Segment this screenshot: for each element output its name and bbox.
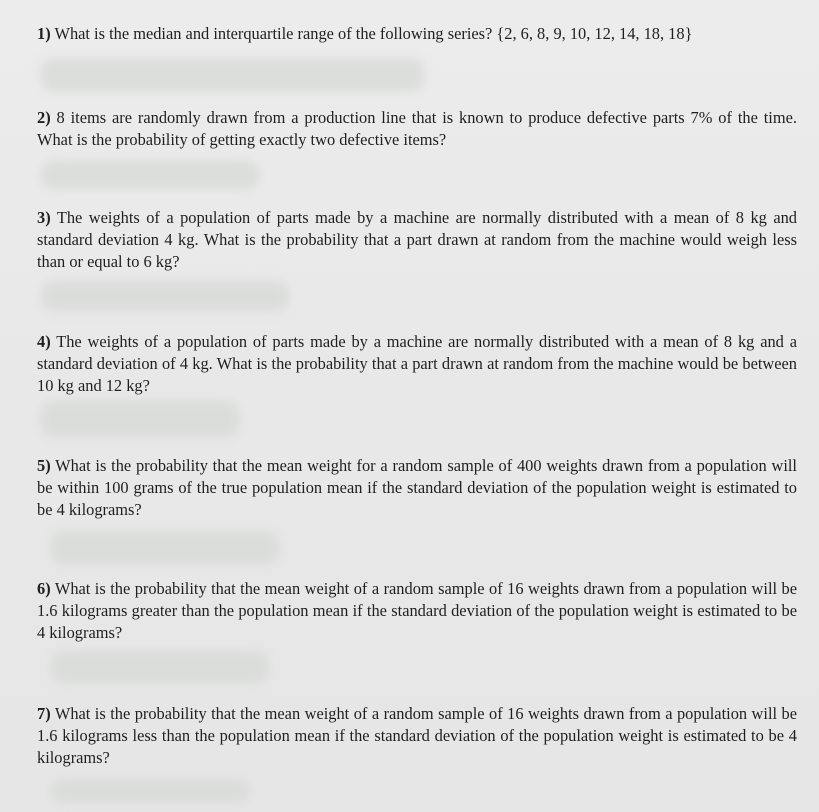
question-7 bbox=[37, 703, 797, 769]
question-6 bbox=[37, 578, 797, 644]
question-2 bbox=[37, 107, 797, 151]
question-text: What is the probability that the mean weight for a random sample of 400 weights drawn from a population will be within 100 grams of the true population mean if the standard deviation of the population weight is estimated to be 4 kilograms? bbox=[37, 456, 797, 519]
question-text: What is the probability that the mean weight of a random sample of 16 weights drawn from a population will be 1.6 kilograms less than the population mean if the standard deviation of the population weight is estimated to be 4 kilograms? bbox=[37, 704, 797, 767]
question-text: What is the probability that the mean weight of a random sample of 16 weights drawn from a population will be 1.6 kilograms greater than the population mean if the standard deviation of the population weight is estimated to be 4 kilograms? bbox=[37, 579, 797, 642]
redacted-answer-2 bbox=[40, 160, 260, 190]
question-number: 3) bbox=[37, 208, 51, 227]
redacted-answer-4 bbox=[40, 400, 240, 438]
question-number: 1) bbox=[37, 24, 51, 43]
redacted-answer-7 bbox=[50, 778, 250, 804]
question-number: 2) bbox=[37, 108, 51, 127]
redacted-answer-5 bbox=[50, 530, 280, 566]
question-text: 8 items are randomly drawn from a production line that is known to produce defective parts 7% of the time. What is the probability of getting exactly two defective items? bbox=[37, 108, 797, 149]
question-number: 7) bbox=[37, 704, 51, 723]
question-number: 4) bbox=[37, 332, 51, 351]
redacted-answer-1 bbox=[40, 58, 425, 92]
question-text: What is the median and interquartile range of the following series? {2, 6, 8, 9, 10, 12, 14, 18, 18} bbox=[54, 24, 693, 43]
question-text: The weights of a population of parts made by a machine are normally distributed with a mean of 8 kg and a standard deviation of 4 kg. What is the probability that a part drawn at random from the machine would be between 10 kg and 12 kg? bbox=[37, 332, 797, 395]
redacted-answer-3 bbox=[40, 280, 290, 312]
question-3 bbox=[37, 207, 797, 273]
question-5 bbox=[37, 455, 797, 521]
question-1 bbox=[37, 23, 797, 45]
question-4 bbox=[37, 331, 797, 397]
question-text: The weights of a population of parts made by a machine are normally distributed with a mean of 8 kg and standard deviation 4 kg. What is the probability that a part drawn at random from the machine would weigh less than or equal to 6 kg? bbox=[37, 208, 797, 271]
question-number: 5) bbox=[37, 456, 51, 475]
redacted-answer-6 bbox=[50, 650, 270, 684]
question-number: 6) bbox=[37, 579, 51, 598]
